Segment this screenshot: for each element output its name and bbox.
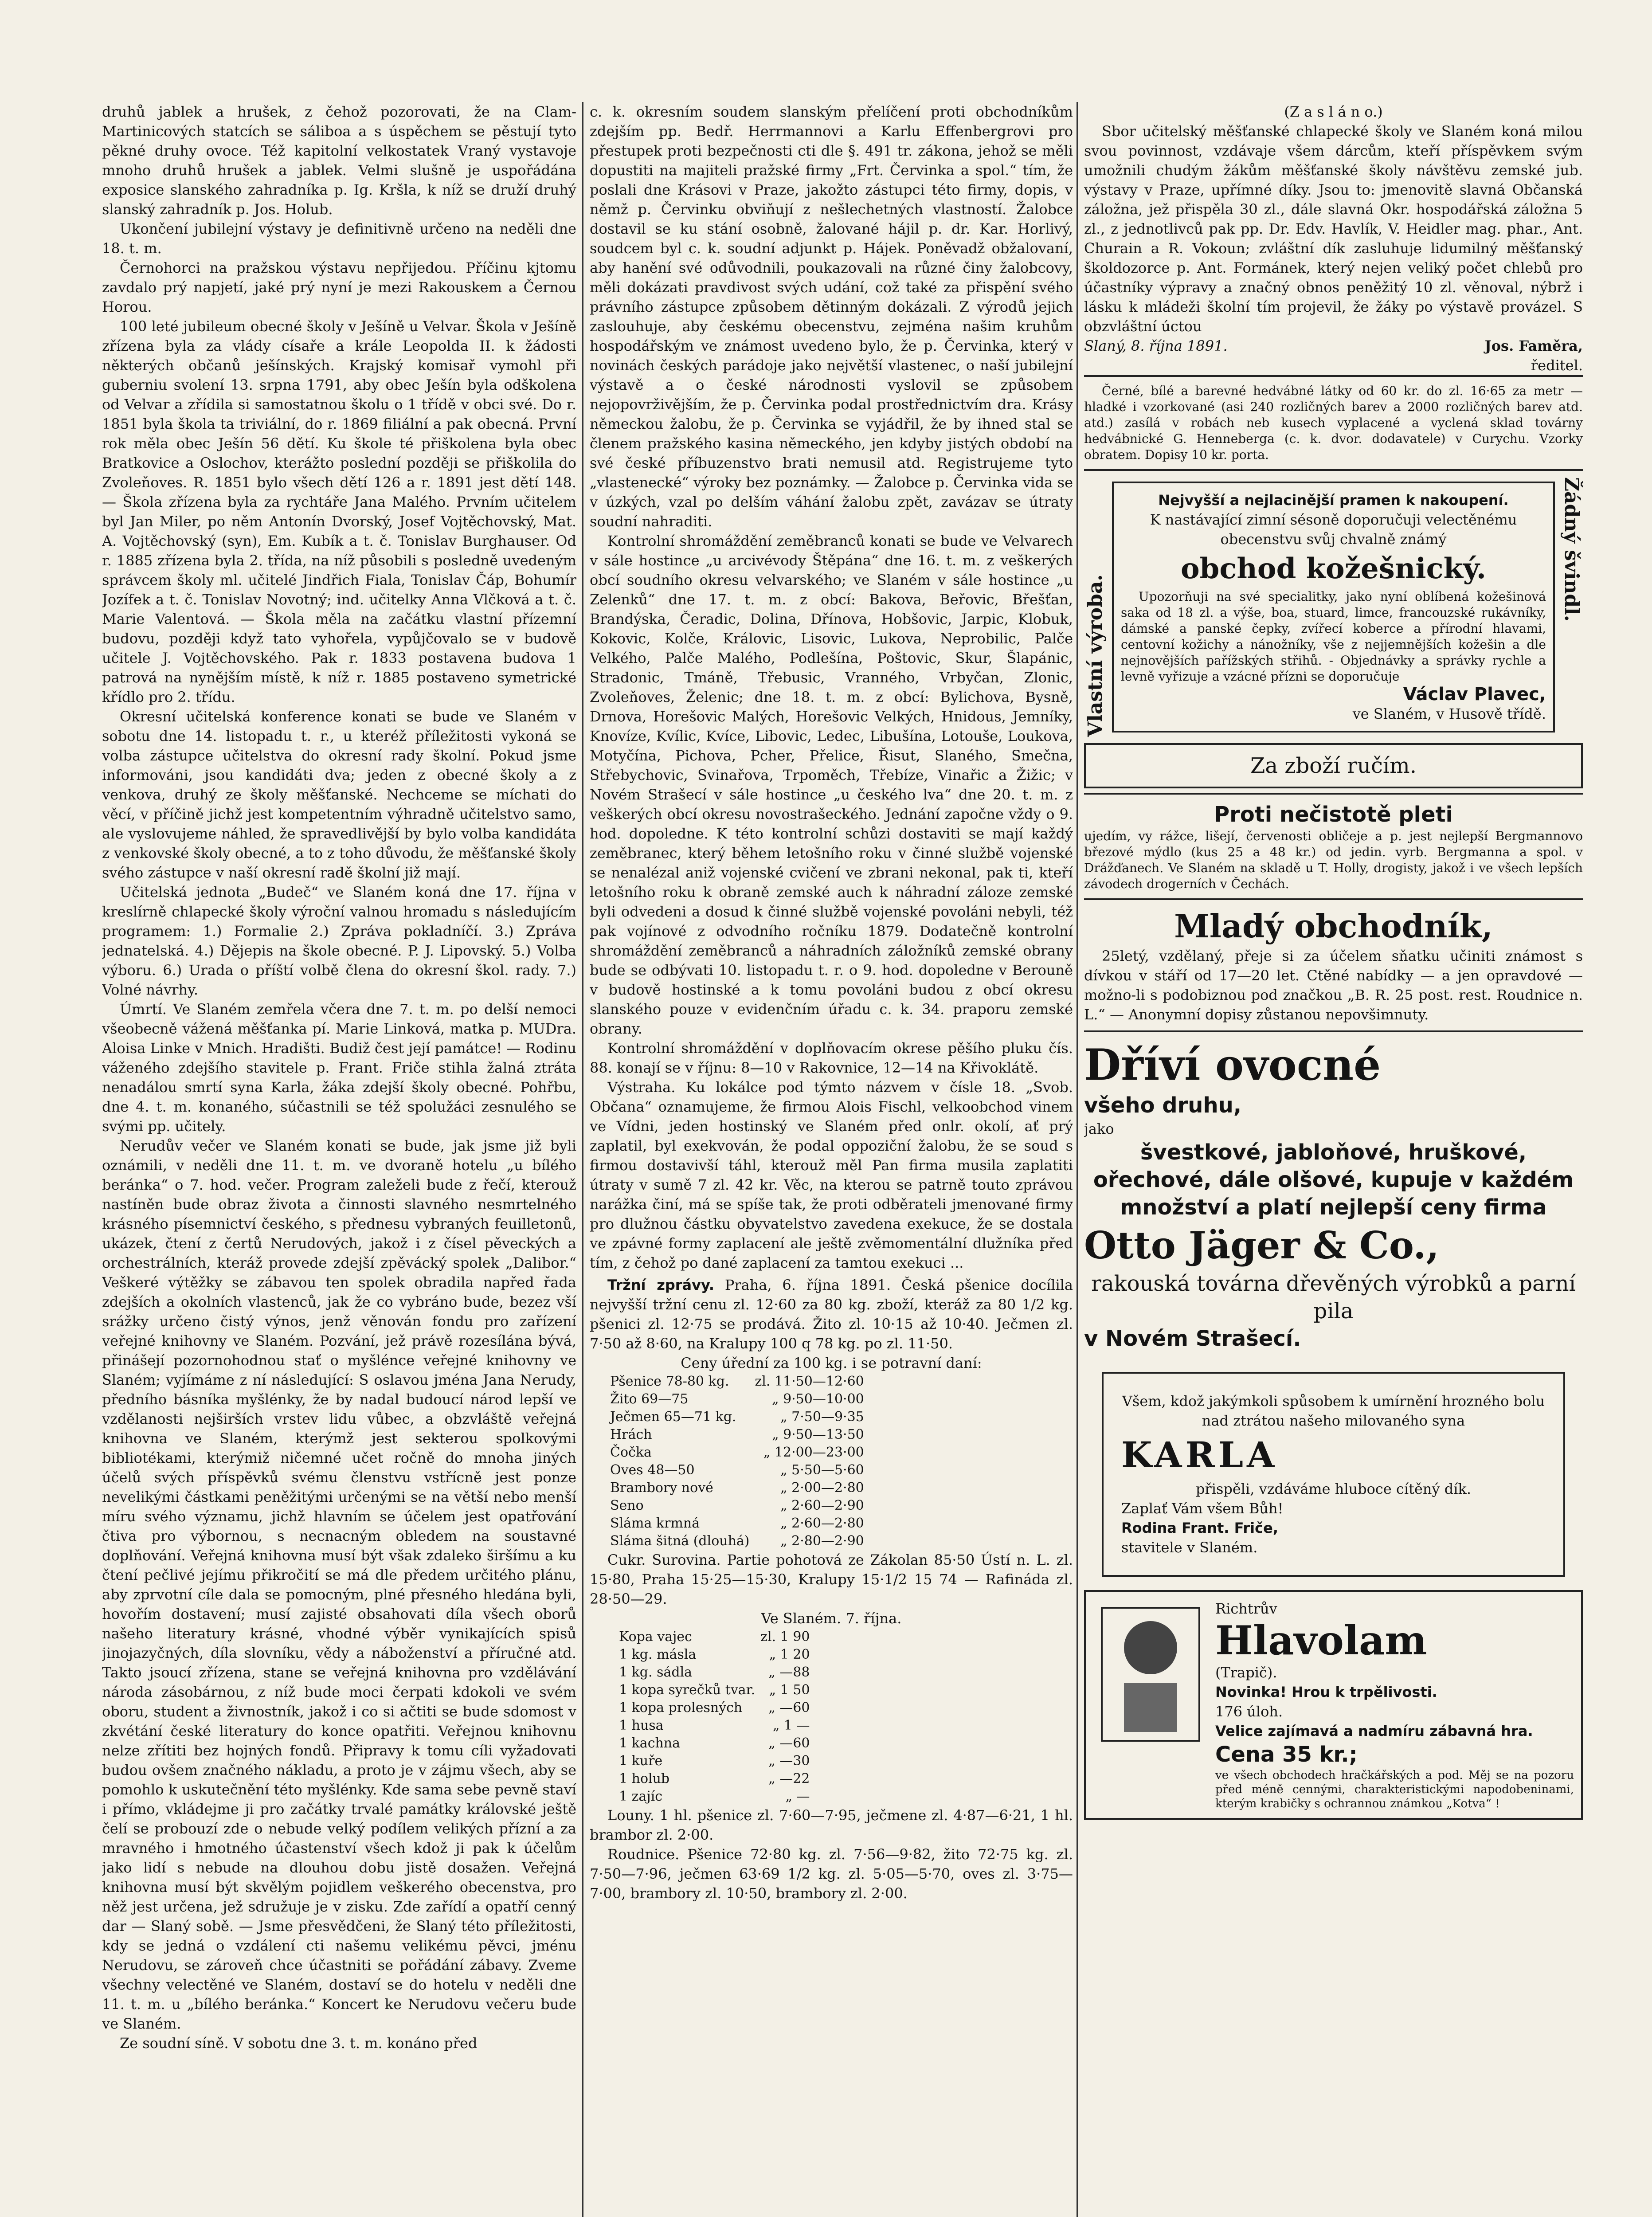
item-cell: Hrách	[610, 1427, 652, 1442]
ad-text: Velice zajímavá a nadmíru zábavná hra.	[1215, 1723, 1533, 1739]
item-cell: Čočka	[610, 1445, 652, 1460]
item-cell: 1 zajíc	[619, 1789, 663, 1804]
table-row	[616, 1628, 813, 1646]
table-row	[616, 1735, 813, 1752]
paragraph: Ukončení jubilejní výstavy je definitivně určeno na neděli dne 18. t. m.	[102, 220, 576, 257]
table-row	[607, 1532, 867, 1550]
item-cell: Žito 69—75	[610, 1391, 689, 1407]
table-row	[616, 1646, 813, 1664]
ad-subtitle: všeho druhu,	[1084, 1093, 1242, 1118]
soap-ad	[1084, 793, 1583, 898]
wood-ad	[1084, 1030, 1583, 1359]
price-cell: „ 7·50—9·35	[780, 1409, 864, 1425]
ad-text: K nastávající zimní sésoně doporučuji velectěnému obecenstvu svůj chvalně známý	[1150, 511, 1517, 548]
item-cell: Sláma šitná (dlouhá)	[610, 1533, 750, 1549]
section-title: Tržní zprávy.	[607, 1277, 715, 1293]
ad-text: Černé, bílé a barevné hedvábné látky od 60 kr. do zl. 16·65 za metr — hladké i vzorkované (asi 240 rozličných barev a 2000 rozličných barev atd. atd.) zasílá v robách neb kusech vyplacené a vyclená sklad továrny hedvábnické G. Henneberga (c. k. dvor. dodavatele) v Curychu. Vzorky obratem. Dopisy 10 kr. porta.	[1084, 384, 1583, 462]
paragraph: Sbor učitelský měšťanské chlapecké školy ve Slaném koná milou svou povinnost, vzdávaje všem dárcům, kteří příspěvkem svým umožnili chudým žákům měšťanské školy návštěvu zemské jub. výstavy v Praze, upřímné díky. Jsou to: jmenovitě slavná Občanská záložna, jež přispěla 30 zl., dále slavná Okr. hospodářská záložna 5 zl., z jednotlivců pak pp. Dr. Edv. Havlík, V. Heidler mag. phar., Ant. Churain a R. Vokoun; zvláštní dík zasluhuje lidumilný měšťanský školdozorce p. Ant. Formánek, který nejen veliký počet chlebů pro účastníky výpravy a značný obnos peněžitý 10 zl. věnoval, nýbrž i lásku k mládeži školní tím projevil, že žáky po výstavě provázel. S obzvláštní úctou	[1084, 123, 1583, 335]
table-row	[607, 1408, 867, 1426]
paragraph: Roudnice. Pšenice 72·80 kg. zl. 7·56—9·82, žito 72·75 kg. zl. 7·50—7·96, ječmen 63·69 1/2 kg. zl. 5·05—5·70, oves zl. 3·75—7·00, brambory zl. 10·50, brambory zl. 2·00.	[590, 1846, 1073, 1902]
price-cell: „ —30	[768, 1753, 810, 1769]
paragraph: druhů jablek a hrušek, z čehož pozorovati, že na Clam-Martinicových statcích se sáliboa a s úspěchem se pěstují tyto pěkné druhy ovoce. Též kapitolní velkostatek Vraný vystavoje mnoho druhů hrušek a jablek. Velmi slušně je uspořádána exposice slanského zahradníka p. Ig. Kršla, k níž se druží druhý slanský zahradník p. Jos. Holub.	[102, 103, 576, 218]
price-cell: „ —60	[768, 1700, 810, 1716]
table-row	[616, 1752, 813, 1770]
dateline: Slaný, 8. října 1891.	[1084, 337, 1228, 354]
deceased-name: KARLA	[1121, 1434, 1278, 1476]
ad-text: Všem, kdož jakýmkoli spůsobem k umírnění hrozného bolu nad ztrátou našeho milovaného syna	[1122, 1393, 1545, 1429]
price-cell: „ 9·50—13·50	[771, 1427, 864, 1442]
price-cell: „ —22	[768, 1771, 810, 1786]
ad-text: Novinka! Hrou k trpělivosti.	[1215, 1684, 1437, 1700]
price-cell: „ 2·80—2·90	[780, 1533, 864, 1549]
item-cell: Kopa vajec	[619, 1629, 692, 1645]
item-cell: Pšenice 78-80 kg.	[610, 1374, 729, 1389]
column-right	[1084, 102, 1583, 2217]
family-role: stavitele v Slaném.	[1121, 1539, 1258, 1556]
column-left	[102, 102, 576, 2217]
ad-heading: Nejvyšší a nejlacinější pramen k nakoupení.	[1158, 492, 1509, 509]
puzzle-illustration-icon	[1093, 1599, 1208, 1750]
item-cell: Sláma krmná	[610, 1516, 700, 1531]
firm-desc: rakouská továrna dřevěných výrobků a parní pila	[1091, 1271, 1576, 1324]
firm-place: v Novém Strašecí.	[1084, 1326, 1301, 1351]
price-cell: „ —	[785, 1789, 810, 1804]
ad-text: 176 úloh.	[1215, 1703, 1283, 1720]
table-row	[607, 1479, 867, 1497]
column-rule	[582, 102, 583, 2217]
price-cell: „ 1 50	[769, 1682, 810, 1698]
price-cell: zl. 11·50—12·60	[755, 1374, 864, 1389]
side-label-right: Žádný švindl.	[1560, 477, 1583, 622]
price-cell: „ 12·00—23·00	[763, 1445, 864, 1460]
table-row	[607, 1391, 867, 1408]
table-row	[616, 1681, 813, 1699]
price-cell: zl. 1 90	[760, 1629, 810, 1645]
guarantee-banner: Za zboží ručím.	[1084, 743, 1583, 788]
paragraph: Ze soudní síně. V sobotu dne 3. t. m. konáno před	[120, 2035, 478, 2052]
column-middle	[590, 102, 1073, 2217]
paragraph: Černohorci na pražskou výstavu nepřijedou. Příčinu kjtomu zavdalo prý napjetí, jaké prý nyní je mezi Rakouskem a Černou Horou.	[102, 259, 576, 315]
paragraph: Praha, 6. října 1891. Česká pšenice docílila nejvyšší tržní cenu zl. 12·60 za 80 kg. zboží, kteráž za 80 1/2 kg. pšenici zl. 12·75 se prodává. Žito zl. 10·15 až 10·40. Ječmen zl. 7·50 až 8·60, na Kralupy 100 q 78 kg. po zl. 11·50.	[590, 1277, 1073, 1352]
ad-text: Zaplať Vám všem Bůh!	[1121, 1500, 1284, 1517]
item-cell: 1 husa	[619, 1718, 664, 1733]
thanks-notice	[1102, 1372, 1565, 1577]
table-row	[607, 1515, 867, 1532]
ad-text: švestkové, jabloňové, hruškové, ořechové, dále olšové, kupuje v každém množství a platí nejlepší ceny firma	[1093, 1140, 1574, 1220]
ad-text: jako	[1084, 1120, 1114, 1137]
item-cell: 1 kg. sádla	[619, 1665, 693, 1680]
table-row	[616, 1788, 813, 1806]
silk-ad	[1084, 375, 1583, 469]
ad-title: Proti nečistotě pleti	[1214, 802, 1453, 827]
table-row	[607, 1373, 867, 1391]
paragraph: Kontrolní shromáždění v doplňovacím okrese pěšího pluku čís. 88. konají se v říjnu: 8—10 v Rakovnice, 12—14 na Křivoklátě.	[590, 1040, 1073, 1076]
item-cell: 1 kopa prolesných	[619, 1700, 743, 1716]
ad-text: 25letý, vzdělaný, přeje si za účelem sňatku učiniti známost s dívkou v stáří od 17—20 let. Ctěné nabídky — a jen opravdové — možno-li s podobiznou pod značkou „B. R. 25 post. rest. Roudnice n. L.“ — Anonymní dopisy zůstanou nepovšimnuty.	[1084, 948, 1583, 1023]
price-cell: „ 2·60—2·90	[780, 1498, 864, 1513]
table-row	[607, 1444, 867, 1461]
side-label-left: Vlastní výroba.	[1084, 574, 1107, 737]
paragraph: c. k. okresním soudem slanským přelíčení proti obchodníkům zdejším pp. Bedř. Herrmannovi a Karlu Effenbergrovi pro přestupek proti bezpečnosti cti dle §. 491 tr. zákona, jehož se měli dopustiti na majiteli pražské firmy „Frt. Červinka a spol.“ tím, že poslali dne Krásovi v Praze, jakožto zástupci této firmy, dopis, v němž p. Červinku obviňují z nešlechetných vlastností. Žalobce dostavil se ku stání osobně, žalované hájil p. dr. Kar. Horlivý, soudcem byl c. k. soudní adjunkt p. Hájek. Poněvadž obžalovaní, aby hanění své odůvodnili, poukazovali na různé činy žalobcovy, měli dokázati pravdivost svých udání, což také za přispění svého právního zástupce způsobem dětinným dokázali. Z výrodů jejich zaslouhuje, aby českému obecenstvu, zejména našim kruhům hospodářským ve známost uvedeno bylo, že p. Červinka, který v novinách českých parádoje jako největší vlastenec, o naší jubilejní výstavě a o české národnosti vyslovil se způsobem nejopovrživějším, že p. Červinka podal prostřednictvím dra. Krásy německou žalobu, že p. Červinka se vyjádřil, že by ihned stal se členem pražského kasina německého, jen kdyby jistých období na své české příbuzenstvo brati nemusil atd. Registrujeme tyto „vlastenecké“ výroky bez poznámky. — Žalobce p. Červinka vida se v úzkých, vzal po delším váhání žalobu zpět, zavázav se útraty soudní nahraditi.	[590, 103, 1073, 530]
price-cell: „ 1 —	[772, 1718, 810, 1733]
item-cell: 1 kopa syrečků tvar.	[619, 1682, 756, 1698]
ad-address: ve Slaném, v Husově třídě.	[1352, 705, 1546, 722]
paragraph: Louny. 1 hl. pšenice zl. 7·60—7·95, ječmene zl. 4·87—6·21, 1 hl. brambor zl. 2·00.	[590, 1807, 1073, 1843]
ad-text: Richtrův	[1215, 1600, 1277, 1617]
price-cell: „ —60	[768, 1735, 810, 1751]
family-name: Rodina Frant. Friče,	[1121, 1520, 1278, 1536]
paragraph: Úmrtí. Ve Slaném zemřela včera dne 7. t. m. po delší nemoci všeobecně vážená měšťanka pí. Marie Linková, matka p. MUDra. Aloisa Linke v Mnich. Hradišti. Budiž čest její památce! — Rodinu váženého zdejšího stavitele p. Frant. Friče stihla žalná ztráta nenadálou smrtí syna Karla, žáka zdejší školy obecné. Pohřbu, dne 4. t. m. konaného, súčastnili se též spolužáci zesnulého se svými pp. učitely.	[102, 1001, 576, 1135]
ad-text: Upozorňuji na své specialitky, jako nyní oblíbená kožešinová saka od 18 zl. a výše, boa, stuard, limce, francouzské rukávníky, dámské a panské čepky, zvířecí koberce a přírodní hlavami, centovní kožichy a nánožníky, vše z nejjemnějších kožešin a dle nejnovějších pařížských střihů. - Objednávky a správky rychle a levně vyřizuje a vzácné přízni se doporučuje	[1121, 589, 1546, 684]
item-cell: 1 kuře	[619, 1753, 663, 1769]
ad-title: obchod kožešnický.	[1180, 552, 1487, 585]
paragraph: Cukr. Surovina. Partie pohotová ze Zákolan 85·50 Ústí n. L. zl. 15·80, Praha 15·25—15·30, Kralupy 15·1/2 15 74 — Rafináda zl. 28·50—29.	[590, 1551, 1073, 1607]
ad-name: Václav Plavec,	[1403, 684, 1546, 705]
signer-role: ředitel.	[1531, 357, 1583, 374]
paragraph: Nerudův večer ve Slaném konati se bude, jak jsme již byli oznámili, v neděli dne 11. t. m. ve dvoraně hotelu „u bílého beránka“ o 7. hod. večer. Program zaleželi bude z řečí, kterouž nastíněn bude obraz života a činnosti slavného nesmrtelného krásného písemnictví českého, s přednesu vybraných feuilletonů, ukázek, čtení z čertů Nerudových, jakož i z čísel pěveckých a orchestrálních, kteráž provede zdejší zpěvácký spolek „Dalibor.“ Veškeré výtěžky se zábavou ten spolek obradila napřed řada zdejších a okolních vlastenců, jak že co vybráno bude, bezez vší srážky určeno čistý výnos, jenž věnován fondu pro zařízení veřejné knihovny ve Slaném. Pozvání, jež právě rozesílána bývá, přinášejí pozornohodnou stať o myšlénce veřejné knihovny ve Slaném; vyjímáme z ní následující: S oslavou jména Jana Nerudy, předního básníka myšlénky, že by nadal budoucí národ lepší ve vzdělanosti nejširších vrstev lidu vůbec, a obzvláště veřejná knihovna ve Slaném, kterýmž jest sekterou spolkovými bibliotékami, kterýmiž ničemné učet ročně do mnoha jiných účelů svých příspěvků svému členstvu vstřícně jest ponze nevelikými částkami peněžitými určenými se na větší nebo menší míru svého významu, jichž hlavním se účelem jest opatřování čtiva pro výbornou, s necnacným obledem na soustavné doplňování. Veřejná knihovna musí být však zdaleko širšímu a ku čtení pečlivé jejímu přikročití se má dle předem určitého plánu, aby zprvotní cíle dala se pomocným, plné přesného hledána byli, hovořím dostavení; musí zajisté obsahovati díla všech oborů našeho literatury krásné, vhodné výběr vynikajících spisů jinojazyčných, díla slovníku, vědy a náboženství a příručné atd. Takto jsoucí zřízena, stane se veřejná knihovna pro vzdělávání národa zásobárnou, z níž bude moci čerpati kdokoli ve svém oboru, student a živnostník, jakož i co si ačtiti se bude sdomost v zkvétání české literatury do konce opatřiti. Veřejnou knihovnu nelze zřítiti bez hojných fondů. Připravy k tomu cíli vyžadovati budou ovšem značného nákladu, a proto je v zájmu všech, aby se pomohlo k uskutečnění této myšlénky. Kde sama sebe pevně staví i přímo, vkládejme ji pro začátky trvalé památky královské ještě čelí se probouzí zde o nebude velký podílem velikých přízní a za mravného i hmotného účastenství všech kdož ji pak k účelům jako lidí s nebude na dlouhou dobu jistě dosažen. Veřejná knihovna musí být skvělým pojidlem veškerého obecenstva, pro něž jest určena, jež sdružuje je v zisku. Zde zařídí a opatří cenný dar — Slaný sobě. — Jsme přesvědčeni, že Slaný této příležitosti, kdy se jedná o vzdálení cti našemu velikému pěvci, jménu Nerudovu, se zároveň chce účastniti se pořádání zábavy. Zveme všechny velectěné ve Slaném, dostaví se do hotelu v neděli dne 11. t. m. u „bílého beránka.“ Koncert ke Nerudovu večeru bude ve Slaném.	[102, 1137, 576, 2032]
table-row	[616, 1770, 813, 1788]
price-cell: „ 5·50—5·60	[780, 1462, 864, 1478]
personal-ad	[1084, 898, 1583, 1030]
furrier-ad	[1084, 469, 1583, 743]
zaslano-heading: (Z a s l á n o.)	[1284, 103, 1383, 120]
price-cell: „ 9·50—10·00	[771, 1391, 864, 1407]
ad-title: Mladý obchodník,	[1174, 907, 1493, 945]
column-rule	[1077, 102, 1078, 2217]
table-row	[607, 1461, 867, 1479]
price-cell: „ 2·60—2·80	[780, 1516, 864, 1531]
price-cell: „ 1 20	[769, 1647, 810, 1662]
paragraph: 100 leté jubileum obecné školy v Ješíně u Velvar. Škola v Ješíně zřízena byla za vlády císaře a krále Leopolda II. k žádosti některých občanů ješínských. Krajský komisař vymohl při guberniu svolení 13. srpna 1791, aby obec Ješín byla odškolena od Velvar a zřídila si samostatnou školu o 1 třídě v obci své. Do r. 1851 byla škola ta triviální, do r. 1869 filiální a pak obecná. První rok měla obec Ješín 56 dětí. Ku škole té přiškolena byla obec Bratkovice a Oslochov, kterážto poslední později se přiškolila do Zvoleňoves. R. 1851 bylo všech dětí 126 a r. 1891 jest dětí 148. — Škola zřízena byla za rychtáře Jana Malého. Prvním učitelem byl Jan Miler, po něm Antonín Dvorský, Josef Vojtěchovský, Mat. A. Vojtěchovský (syn), Em. Kubík a t. č. Tonislav Burghauser. Od r. 1885 zřízena byla 2. třída, na níž působili s posledně uvedeným správcem školy ml. učitelé Jindřich Fiala, Tonislav Čáp, Bohumír Jozífek a t. č. Tonislav Novotný; ind. učitelky Anna Vlčková a t. č. Marie Valentová. — Škola měla na začátku vlastní přízemní budovu, později když tato vyhořela, vypůjčovalo se v budově učitele J. Vojtěchovského. Pak r. 1833 postavena budova 1 patrová na nynějším místě, k níž r. 1885 postaveno symetrické křídlo pro 2. třídu.	[102, 318, 576, 705]
ad-text: (Trapič).	[1215, 1664, 1277, 1681]
table-caption: Ve Slaném. 7. října.	[761, 1610, 902, 1627]
item-cell: 1 kg. másla	[619, 1647, 697, 1662]
table-row	[616, 1717, 813, 1735]
paragraph: Kontrolní shromáždění zeměbranců konati se bude ve Velvarech v sále hostince „u arcivévody Štěpána“ dne 16. t. m. z veškerých obcí soudního okresu velvarského; ve Slaném v sále hostince „u Zelenků“ dne 17. t. m. z obcí: Bakova, Beřovic, Břešťan, Brandýska, Čeradic, Dolina, Dřínova, Hobšovic, Jarpic, Klobuk, Kokovic, Kolče, Královic, Lisovic, Lukova, Neprobilic, Palče Velkého, Palče Malého, Podlešína, Poštovic, Skur, Šlapánic, Stradonic, Tmáně, Třebusic, Vranného, Vrbyčan, Zlonic, Zvoleňoves, Želenic; dne 18. t. m. z obcí: Bylichova, Bysně, Drnova, Horešovic Malých, Horešovic Velkých, Hnidous, Jemníky, Knovíze, Kvílic, Kvíce, Libovic, Ledec, Libušína, Lotouše, Loukova, Motyčína, Pichova, Pcher, Přelice, Řisut, Slaného, Smečna, Střebychovic, Svinařova, Trpoměch, Třebíze, Vinařic a Žižic; v Novém Strašecí v sále hostince „u českého lva“ dne 20. t. m. z veškerých obcí okresu novostrašeckého. Jednání započne vždy o 9. hod. dopoledne. K této kontrolní schůzi dostaviti se mají každý zeměbranec, který během letošního roku v činné službě vojenské se nenalézal aniž vojenské cvičení ve zbrani nekonal, pak ti, kteří letošního roku k obraně zemské auch k náhradní záloze zemské byli odvedeni a dosud k činné službě vojenské povoláni nebyli, též pak vojínové z odvodního ročníku 1879. Dodatečně kontrolní shromáždění zeměbranců a náhradních záložníků zemské obrany bude se odbývati 10. listopadu t. r. o 9. hod. dopoledne v Berouně v budově hostinské a k tomu povoláni budou z obcí okresu slanského pouze v evidenčním úřadu c. k. 34. praporu zemské obrany.	[590, 533, 1073, 1037]
item-cell: Oves 48—50	[610, 1462, 695, 1478]
item-cell: Brambory nové	[610, 1480, 713, 1496]
ad-title: Dříví ovocné	[1084, 1040, 1381, 1090]
table-row	[607, 1497, 867, 1515]
ad-price: Cena 35 kr.;	[1215, 1742, 1358, 1767]
ad-text: přispěli, vzdáváme hluboce cítěný dík.	[1195, 1481, 1472, 1497]
price-table	[607, 1373, 867, 1550]
item-cell: Ječmen 65—71 kg.	[610, 1409, 736, 1425]
table-row	[616, 1664, 813, 1681]
ad-text: ujedím, vy rážce, lišejí, červenosti obličeje a p. jest nejlepší Bergmannovo březové mýdlo (kus 25 a 48 kr.) od jedin. vyrb. Bergmanna a spol. v Drážďanech. Ve Slaném na skladě u T. Holly, drogisty, jakož i ve všech lepších závodech drogerních v Čechách.	[1084, 829, 1583, 891]
firm-name: Otto Jäger & Co.,	[1084, 1223, 1439, 1267]
item-cell: 1 kachna	[619, 1735, 681, 1751]
table-row	[607, 1426, 867, 1444]
paragraph: Okresní učitelská konference konati se bude ve Slaném v sobotu dne 14. listopadu t. r., u kteréž příležitosti vykoná se volba zástupce učitelstva do okresní rady školní. Pokud jsme informováni, jsou kandidáti dva; jeden z obecné školy a z venkova, druhý ze školy měšťanské. Nechceme se míchati do věcí, v příčině jichž jest kompetentním výhradně učitelstvo samo, ale vyslovujeme náhled, že spravedlivější by bylo volba kandidáta z venkovské školy obecné, a to z toho důvodu, že měšťanské školy svého zástupce v naší okresní radě školní již mají.	[102, 708, 576, 881]
ad-text: ve všech obchodech hračkářských a pod. Měj se na pozoru před méně cennými, charakteristickými napodobeninami, kterým krabičky s ochrannou známkou „Kotva“ !	[1215, 1769, 1574, 1810]
table-caption: Ceny úřední za 100 kg. i se potravní daní:	[681, 1355, 982, 1371]
price-cell: „ 2·00—2·80	[780, 1480, 864, 1496]
market-table	[616, 1628, 813, 1806]
hlavolam-ad	[1084, 1590, 1583, 1820]
paragraph: Učitelská jednota „Budeč“ ve Slaném koná dne 17. října v kreslírně chlapecké školy výroční valnou hromadu s následujícím programem: 1.) Formalie 2.) Zpráva pokladníčí. 3.) Zpráva jednatelská. 4.) Dějepis na škole obecné. P. J. Lipovský. 5.) Volba výboru. 6.) Urada o příští volbě člena do okresní škol. rady. 7.) Volné návrhy.	[102, 884, 576, 998]
signer: Jos. Faměra,	[1484, 337, 1583, 354]
ad-title: Hlavolam	[1215, 1617, 1427, 1664]
table-row	[616, 1699, 813, 1717]
item-cell: 1 holub	[619, 1771, 670, 1786]
price-cell: „ —88	[768, 1665, 810, 1680]
paragraph: Výstraha. Ku lokálce pod týmto názvem v čísle 18. „Svob. Občana“ oznamujeme, že firmou Alois Fischl, velkoobchod vinem ve Vídni, jeden hostinský ve Slaném před onlr. okolí, ať prý zaplatil, byl exekvován, že podal oppoziční žalobu, že se soud s firmou dostavivší táhl, kterouž měl Pan firma musila zaplatiti útraty v sumě 7 zl. 42 kr. Věc, na kterou se patrně touto zprávou narážka činí, má se spíše tak, že proti odběrateli jmenované firmy pro dlužnou částku obyvatelstvo zavedena exekuce, že se dostala ve zpávné formy zaplacení ale ještě zvěmomentální dlužníka před tím, z čehož po dané zaplacení za tamtou exekuci ...	[590, 1079, 1073, 1271]
item-cell: Seno	[610, 1498, 644, 1513]
